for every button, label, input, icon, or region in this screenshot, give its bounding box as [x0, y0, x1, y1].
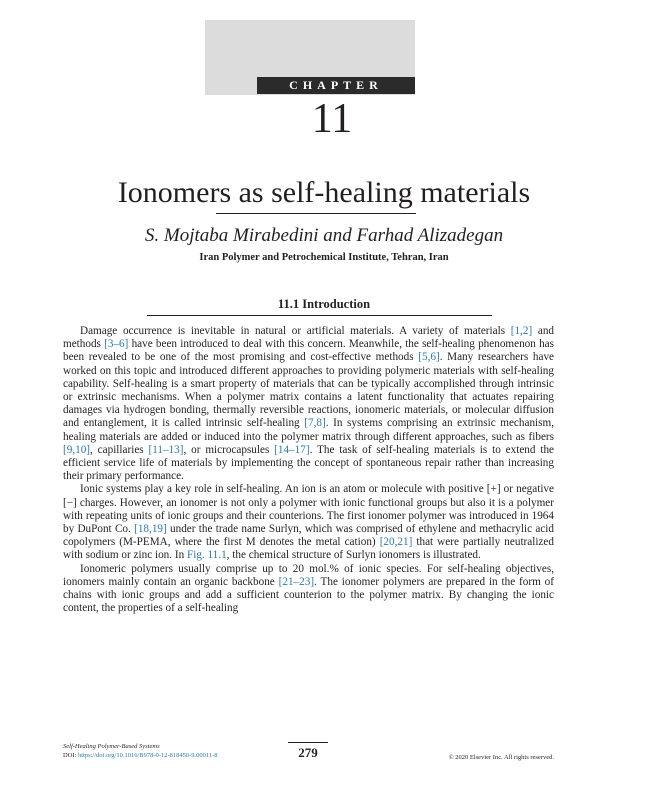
affiliation: Iran Polymer and Petrochemical Institute, Tehran, Iran — [199, 252, 449, 263]
citation-link[interactable]: [14–17] — [274, 443, 310, 456]
citation-link[interactable]: [1,2] — [510, 325, 533, 337]
figure-link[interactable]: Fig. 11.1 — [186, 549, 227, 562]
footer-left — [63, 742, 218, 760]
citation-link[interactable]: [7,8] — [304, 417, 326, 430]
paragraph-1: Damage occurrence is inevitable in natural or artificial materials. A variety of materials [1,2] and methods [3–6] have been introduced to deal with this concern. Meanwhile, the self-healing phenomenon has been revealed to be one of the most promising and cost-effective methods [5,6]. Many researchers have worked on this topic and introduced different approaches to providing polymeric materials with self-healing capability. Self-healing is a smart property of materials that can be typically accomplished through intrinsic or extrinsic mechanisms. When a polymer matrix contains a latent functionality that actuates repairing damages via hydrogen bonding, thermally reversible reactions, ionomeric materials, or molecular diffusion and entanglement, it is called intrinsic self-healing [7,8]. In systems comprising an extrinsic mechanism, healing materials are added or induced into the polymer matrix through different approaches, such as fibers [9,10], capillaries [11–13], or microcapsules [14–17]. The task of self-healing materials is to extend the efficient service life of materials by implementing the concept of spontaneous repair rather than increasing their primary performance. — [63, 325, 555, 483]
page-number: 279 — [298, 745, 318, 760]
page-number-rule — [288, 742, 328, 743]
paragraph-2: Ionic systems play a key role in self-healing. An ion is an atom or molecule with positive [+] or negative [−] charges. However, an ionomer is not only a polymer with ionic functional groups but also it is a polymer with repeating units of ionic groups and their counterions. The first ionomer polymer was introduced in 1964 by DuPont Co. [18,19] under the trade name Surlyn, which was comprised of ethylene and methacrylic acid copolymers (M-PEMA, where the first M denotes the metal cation) [20,21] that were partially neutralized with sodium or zinc ion. In Fig. 11.1, the chemical structure of Surlyn ionomers is illustrated. — [63, 483, 554, 562]
section-rule — [147, 315, 492, 316]
doi-link[interactable]: https://doi.org/10.1016/B978-0-12-818450-9.00011-8 — [77, 752, 218, 759]
citation-link[interactable]: [9,10] — [63, 443, 91, 456]
citation-link[interactable]: [5,6] — [418, 351, 440, 364]
book-title: Self-Healing Polymer-Based Systems — [63, 743, 160, 750]
doi-label: DOI: — [63, 752, 78, 759]
citation-link[interactable]: [11–13] — [148, 443, 184, 456]
citation-link[interactable]: [18,19] — [134, 523, 167, 536]
section-heading: 11.1 Introduction — [277, 297, 371, 311]
chapter-number: 11 — [311, 96, 353, 142]
title-rule — [216, 213, 416, 214]
body-text — [63, 325, 554, 615]
chapter-label: CHAPTER — [257, 77, 415, 94]
citation-link[interactable]: [21–23] — [278, 575, 315, 588]
citation-link[interactable]: [20,21] — [379, 536, 413, 549]
authors: S. Mojtaba Mirabedini and Farhad Alizadegan — [144, 225, 504, 246]
chapter-title: Ionomers as self-healing materials — [117, 176, 531, 209]
citation-link[interactable]: [3–6] — [104, 338, 129, 351]
paragraph-3: Ionomeric polymers usually comprise up to 20 mol.% of ionic species. For self-healing objectives, ionomers mainly contain an organic backbone [21–23]. The ionomer polymers are prepared in the form of chains with ionic groups and add a sufficient counterion to the polymer matrix. By changing the ionic content, the properties of a self-healing — [63, 562, 554, 615]
copyright: © 2020 Elsevier Inc. All rights reserved. — [448, 754, 554, 761]
